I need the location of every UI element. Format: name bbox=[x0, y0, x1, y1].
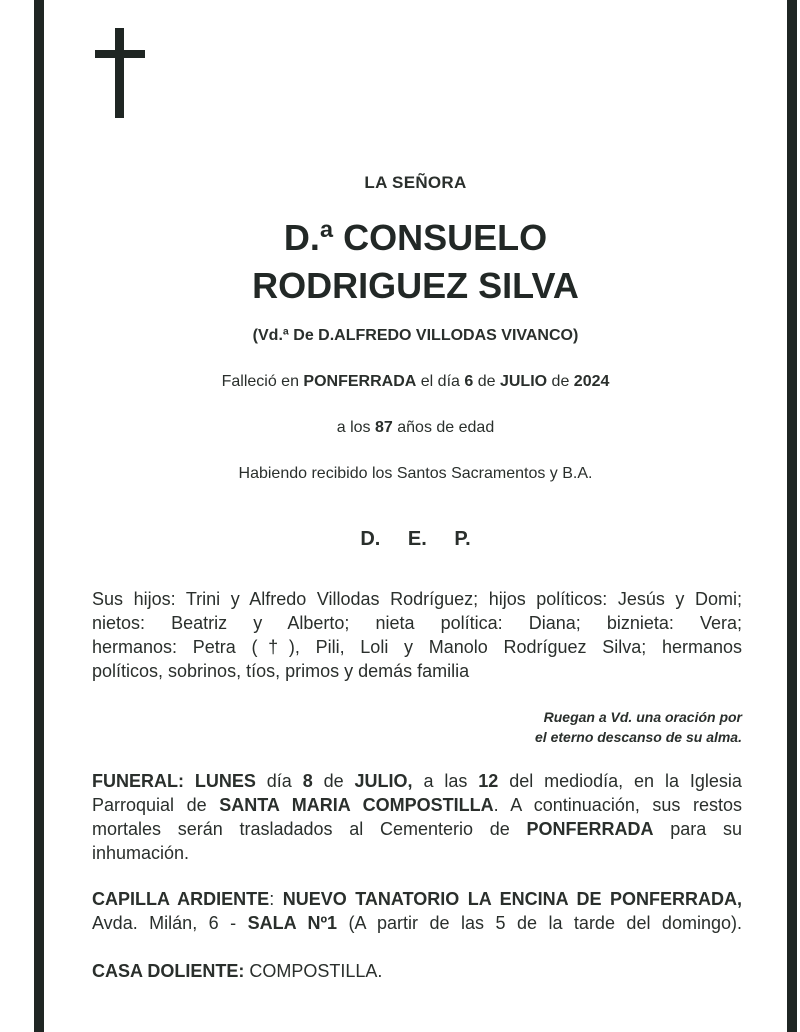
house-paragraph bbox=[92, 959, 742, 983]
title: LA SEÑORA bbox=[364, 173, 467, 192]
chapel-room: SALA Nº1 bbox=[247, 913, 338, 933]
death-year: 2024 bbox=[573, 373, 610, 390]
sacraments: Habiendo recibido los Santos Sacramentos y B.A. bbox=[238, 465, 593, 482]
name-line-1: D.ª CONSUELO bbox=[283, 217, 548, 258]
death-month: JULIO bbox=[499, 373, 548, 390]
deceased-name bbox=[44, 214, 787, 310]
chapel-place: NUEVO TANATORIO LA ENCINA DE PONFERRADA, bbox=[282, 889, 742, 909]
widow-of: (Vd.ª De D.ALFREDO VILLODAS VIVANCO) bbox=[252, 327, 579, 344]
age-info: a los 87 años de edad bbox=[336, 419, 495, 436]
left-border bbox=[34, 0, 44, 1032]
house-label: CASA DOLIENTE: bbox=[92, 961, 245, 981]
cross-icon bbox=[95, 28, 145, 118]
church-name: SANTA MARIA COMPOSTILLA bbox=[219, 795, 494, 815]
death-day: 6 bbox=[464, 373, 474, 390]
name-line-2: RODRIGUEZ SILVA bbox=[252, 265, 579, 306]
chapel-label: CAPILLA ARDIENTE bbox=[92, 889, 270, 909]
funeral-paragraph: FUNERAL: LUNES día 8 de JULIO, a las 12 del mediodía, en la Iglesia Parroquial de SANTA MARIA COMPOSTILLA. A continuación, sus restos mortales serán trasladados al Cementerio de PONFERRADA para su inhumación. bbox=[92, 771, 742, 863]
funeral-label: FUNERAL: bbox=[92, 771, 184, 791]
chapel-paragraph: CAPILLA ARDIENTE: NUEVO TANATORIO LA ENCINA DE PONFERRADA, Avda. Milán, 6 - SALA Nº1 (A partir de las 5 de la tarde del domingo). bbox=[92, 889, 742, 933]
prayer-request: Ruegan a Vd. una oración por el eterno descanso de su alma. bbox=[535, 709, 742, 745]
house-value: COMPOSTILLA. bbox=[249, 961, 383, 981]
death-info: Falleció en PONFERRADA el día 6 de JULIO de 2024 bbox=[221, 373, 610, 390]
cemetery-name: PONFERRADA bbox=[526, 819, 654, 839]
age-value: 87 bbox=[375, 419, 393, 436]
death-place: PONFERRADA bbox=[303, 373, 417, 390]
dep-initials: D. E. P. bbox=[360, 528, 471, 550]
right-border bbox=[787, 0, 797, 1032]
family-paragraph: Sus hijos: Trini y Alfredo Villodas Rodríguez; hijos políticos: Jesús y Domi; nietos: Beatriz y Alberto; nieta política: Diana; biznieta: Vera; hermanos: Petra (†), Pili, Loli y Manolo Rodríguez Silva; hermanos políticos, sobrinos, tíos, primos y demás familia bbox=[92, 589, 742, 681]
